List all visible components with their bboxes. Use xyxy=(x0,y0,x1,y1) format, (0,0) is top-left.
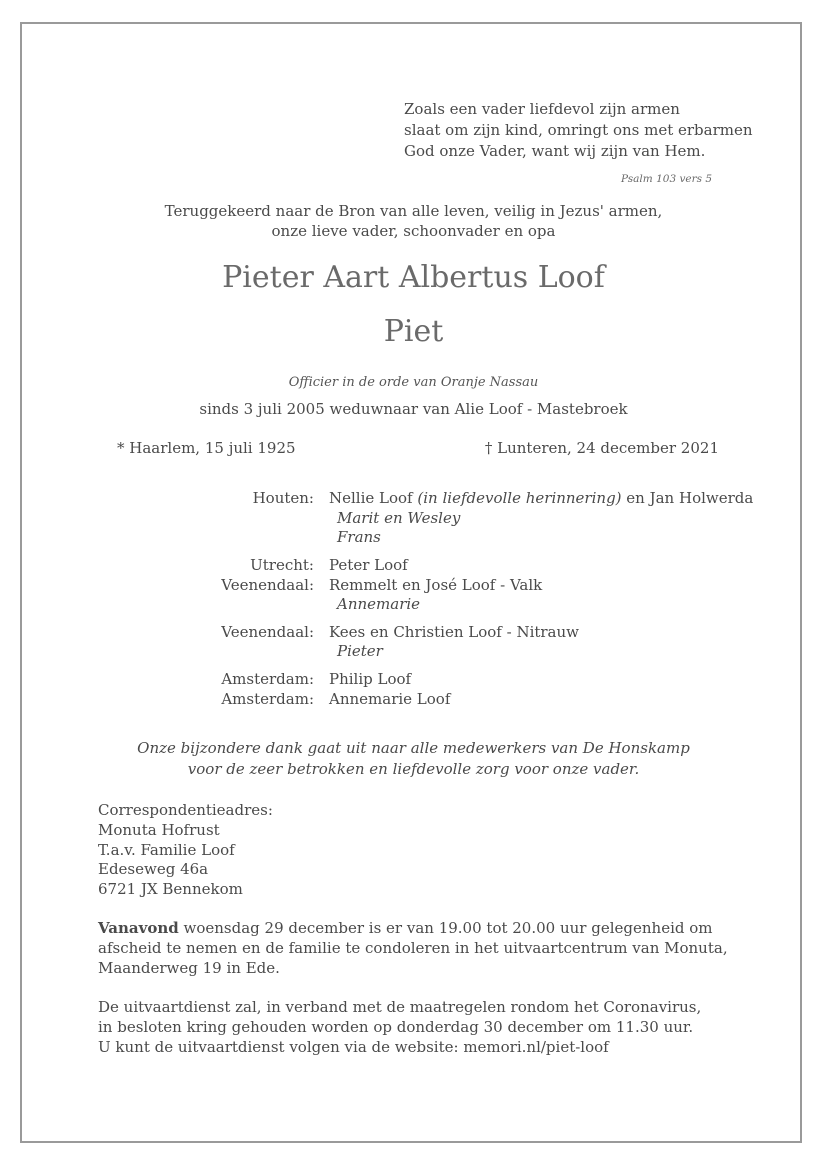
correspondence-line: T.a.v. Familie Loof xyxy=(98,841,235,859)
funeral-line-1: De uitvaartdienst zal, in verband met de maatregelen rondom het Coronavirus, xyxy=(98,998,702,1016)
correspondence-line: Monuta Hofrust xyxy=(98,821,220,839)
honour-line: Officier in de orde van Oranje Nassau xyxy=(288,375,539,390)
thanks-line-1: Onze bijzondere dank gaat uit naar alle medewerkers van De Honskamp xyxy=(137,739,690,757)
intro-line-2: onze lieve vader, schoonvader en opa xyxy=(271,222,556,240)
visitation-emphasis: Vanavond xyxy=(98,919,179,937)
widow-line: sinds 3 juli 2005 weduwnaar van Alie Loof - Mastebroek xyxy=(199,400,628,418)
family-name-note: (in liefdevolle herinnering) xyxy=(417,489,622,507)
visitation-text: woensdag 29 december is er van 19.00 tot 20.00 uur gelegenheid om xyxy=(178,919,713,937)
family-name: Philip Loof xyxy=(329,670,412,688)
family-name: Remmelt en José Loof - Valk xyxy=(329,576,543,594)
family-name xyxy=(329,488,753,508)
psalm-reference: Psalm 103 vers 5 xyxy=(621,173,713,185)
correspondence-line: Edeseweg 46a xyxy=(98,860,209,878)
visitation-line-3: Maanderweg 19 in Ede. xyxy=(98,959,280,977)
psalm-line-1: Zoals een vader liefdevol zijn armen xyxy=(404,100,680,118)
funeral-line-2: in besloten kring gehouden worden op donderdag 30 december om 11.30 uur. xyxy=(98,1018,694,1036)
visitation-line-2: afscheid te nemen en de familie te condoleren in het uitvaartcentrum van Monuta, xyxy=(98,939,728,957)
correspondence-heading: Correspondentieadres: xyxy=(98,801,273,819)
family-place: Utrecht: xyxy=(250,556,314,574)
deceased-nickname: Piet xyxy=(383,314,444,349)
family-place: Veenendaal: xyxy=(221,576,314,594)
family-place: Houten: xyxy=(252,489,314,507)
intro-line-1: Teruggekeerd naar de Bron van alle leven, veilig in Jezus' armen, xyxy=(164,202,663,220)
family-name-main: Nellie Loof xyxy=(329,489,413,507)
correspondence-line: 6721 JX Bennekom xyxy=(98,880,243,898)
funeral-line-3: U kunt de uitvaartdienst volgen via de website: memori.nl/piet-loof xyxy=(98,1038,609,1056)
family-name: Annemarie Loof xyxy=(329,690,451,708)
family-children: Annemarie xyxy=(337,595,421,613)
family-children: Marit en Wesley xyxy=(337,509,461,527)
family-place: Amsterdam: xyxy=(221,690,314,708)
birth-date: * Haarlem, 15 juli 1925 xyxy=(117,439,296,457)
family-children: Frans xyxy=(337,528,381,546)
psalm-line-2: slaat om zijn kind, omringt ons met erbarmen xyxy=(404,121,753,139)
family-name: Peter Loof xyxy=(329,556,408,574)
death-date: † Lunteren, 24 december 2021 xyxy=(484,439,719,457)
deceased-name: Pieter Aart Albertus Loof xyxy=(222,260,605,295)
family-place: Veenendaal: xyxy=(221,623,314,641)
family-name: Kees en Christien Loof - Nitrauw xyxy=(329,623,580,641)
visitation-line-1 xyxy=(98,918,713,938)
family-children: Pieter xyxy=(337,642,383,660)
thanks-line-2: voor de zeer betrokken en liefdevolle zorg voor onze vader. xyxy=(187,760,640,778)
psalm-line-3: God onze Vader, want wij zijn van Hem. xyxy=(404,142,706,160)
family-place: Amsterdam: xyxy=(221,670,314,688)
family-name-partner: en Jan Holwerda xyxy=(621,489,754,507)
